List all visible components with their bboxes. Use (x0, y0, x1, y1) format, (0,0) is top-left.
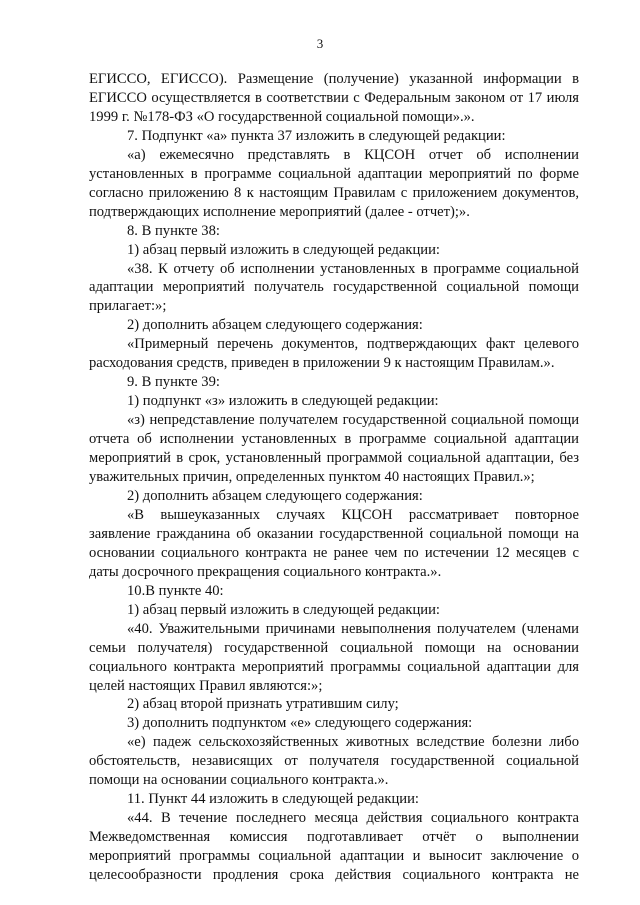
paragraph: «40. Уважительными причинами невыполнения получателем (членами семьи получателя) государственной социальной помощи на основании социального контракта мероприятий программы социальной адаптации для целей настоящих Правил являются:»; (89, 620, 579, 694)
paragraph: 2) дополнить абзацем следующего содержания: (127, 487, 423, 504)
paragraph: 9. В пункте 39: (127, 374, 220, 391)
paragraph: 11. Пункт 44 изложить в следующей редакции: (127, 791, 419, 808)
paragraph: «Примерный перечень документов, подтверждающих факт целевого расходования средств, приведен в приложении 9 к настоящим Правилам.». (89, 336, 579, 372)
paragraph: «В вышеуказанных случаях КЦСОН рассматривает повторное заявление гражданина об оказании государственной социальной помощи на основании социального контракта не ранее чем по истечении 12 месяцев с даты досрочного прекращения социального контракта.». (89, 506, 579, 580)
paragraph: 8. В пункте 38: (127, 222, 220, 239)
paragraph: «44. В течение последнего месяца действия социального контракта Межведомственная комиссия подготавливает отчёт о выполнении мероприятий программы социальной адаптации и выносит заключение о целесообразности продления срока действия социального контракта не (89, 810, 579, 884)
paragraph: 2) дополнить абзацем следующего содержания: (127, 317, 423, 334)
paragraph: 2) абзац второй признать утратившим силу; (127, 696, 399, 713)
paragraph: «е) падеж сельскохозяйственных животных вследствие болезни либо обстоятельств, независящих от получателя государственной социальной помощи на основании социального контракта.». (89, 734, 579, 789)
paragraph: 1) абзац первый изложить в следующей редакции: (127, 241, 440, 258)
paragraph: «а) ежемесячно представлять в КЦСОН отчет об исполнении установленных в программе социальной адаптации мероприятий по форме согласно приложению 8 к настоящим Правилам с приложением документов, подтверждающих исполнение мероприятий (далее - отчет);». (89, 146, 579, 220)
paragraph: 7. Подпункт «а» пункта 37 изложить в следующей редакции: (127, 127, 506, 144)
paragraph: 1) абзац первый изложить в следующей редакции: (127, 601, 440, 618)
paragraph: 10.В пункте 40: (127, 582, 224, 599)
document-body (89, 70, 579, 885)
paragraph: ЕГИССО, ЕГИССО). Размещение (получение) указанной информации в ЕГИССО осуществляется в соответствии с Федеральным законом от 17 июля 1999 г. №178-ФЗ «О государственной социальной помощи».». (89, 71, 579, 125)
paragraph: «з) непредставление получателем государственной социальной помощи отчета об исполнении установленных в программе социальной адаптации мероприятий в срок, установленный программой социальной адаптации, без уважительных причин, определенных пунктом 40 настоящих Правил.»; (89, 412, 579, 486)
paragraph: 3) дополнить подпунктом «е» следующего содержания: (127, 715, 473, 732)
paragraph: 1) подпункт «з» изложить в следующей редакции: (127, 393, 439, 410)
page-number: 3 (316, 36, 324, 51)
paragraph: «38. К отчету об исполнении установленных в программе социальной адаптации мероприятий получатель государственной социальной помощи прилагает:»; (89, 260, 579, 315)
